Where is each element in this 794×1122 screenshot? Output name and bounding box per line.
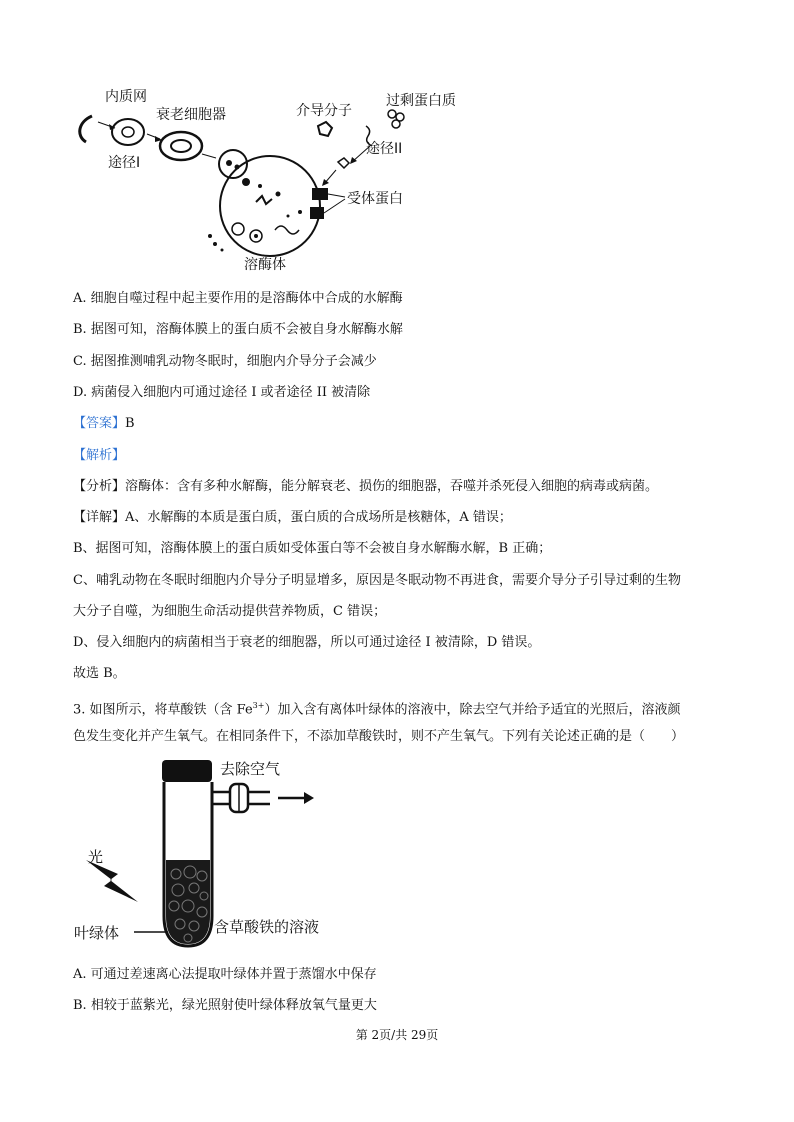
answer-value: B [125,416,135,431]
label-solution: 含草酸铁的溶液 [214,918,320,936]
label-light: 光 [88,848,104,866]
label-aging-organelle: 衰老细胞器 [156,107,226,123]
q2-option-d: D. 病菌侵入细胞内可通过途径 I 或者途径 II 被清除 [73,385,371,400]
q3-stem-line2: 色发生变化并产生氧气。在相同条件下，不添加草酸铁时，则不产生氧气。下列有关论述正确的是（ ） [73,729,685,744]
test-tube-figure [74,756,378,956]
label-er: 内质网 [105,89,147,105]
q2-xiangjie-b: B、据图可知，溶酶体膜上的蛋白质如受体蛋白等不会被自身水解酶水解，B 正确； [73,541,552,556]
label-chloroplast: 叶绿体 [74,924,120,942]
q2-answer [73,415,135,433]
q2-option-b: B. 据图可知，溶酶体膜上的蛋白质不会被自身水解酶水解 [73,322,403,337]
q2-xiangjie-d: D、侵入细胞内的病菌相当于衰老的细胞器，所以可通过途径 I 被清除，D 错误。 [73,635,541,650]
label-path-1: 途径I [108,155,141,171]
answer-tag: 【答案】 [73,416,126,431]
label-remove-air: 去除空气 [220,760,281,778]
q2-option-c: C. 据图推测哺乳动物冬眠时，细胞内介导分子会减少 [73,354,377,369]
label-excess-protein: 过剩蛋白质 [386,93,456,109]
q2-fenxi: 【分析】溶酶体：含有多种水解酶，能分解衰老、损伤的细胞器，吞噬并杀死侵入细胞的病毒或病菌。 [73,479,659,494]
q2-analysis-heading [73,447,125,465]
autophagy-diagram [70,84,450,274]
q2-conclusion: 故选 B。 [73,666,126,681]
q2-xiangjie-a: 【详解】A、水解酶的本质是蛋白质，蛋白质的合成场所是核糖体，A 错误； [73,510,512,525]
label-receptor: 受体蛋白 [347,191,403,207]
q2-xiangjie-c2: 大分子自噬，为细胞生命活动提供营养物质，C 错误； [73,604,387,619]
label-path-2: 途径II [366,141,403,157]
q2-option-a: A. 细胞自噬过程中起主要作用的是溶酶体中合成的水解酶 [73,291,403,306]
autophagy-figure [70,84,456,274]
q2-xiangjie-c1: C、哺乳动物在冬眠时细胞内介导分子明显增多，原因是冬眠动物不再进食，需要介导分子引导过剩的生物 [73,573,681,588]
page-footer: 第 2页/共 29页 [355,1028,439,1042]
analysis-tag: 【解析】 [73,448,126,463]
fenxi-tag: 【分析】 [73,479,126,494]
label-lysosome: 溶酶体 [244,257,286,273]
xiangjie-tag: 【详解】 [73,510,126,525]
q3-stem-line1: 3. 如图所示，将草酸铁（含 $Fe^{3+}$）加入含有离体叶绿体的溶液中，除去空气并给予适宜的光照后，溶液颜 [73,701,681,718]
q3-option-b: B. 相较于蓝紫光，绿光照射使叶绿体释放氧气量更大 [73,998,377,1013]
label-mediator: 介导分子 [296,103,352,119]
q3-option-a: A. 可通过差速离心法提取叶绿体并置于蒸馏水中保存 [73,967,377,982]
